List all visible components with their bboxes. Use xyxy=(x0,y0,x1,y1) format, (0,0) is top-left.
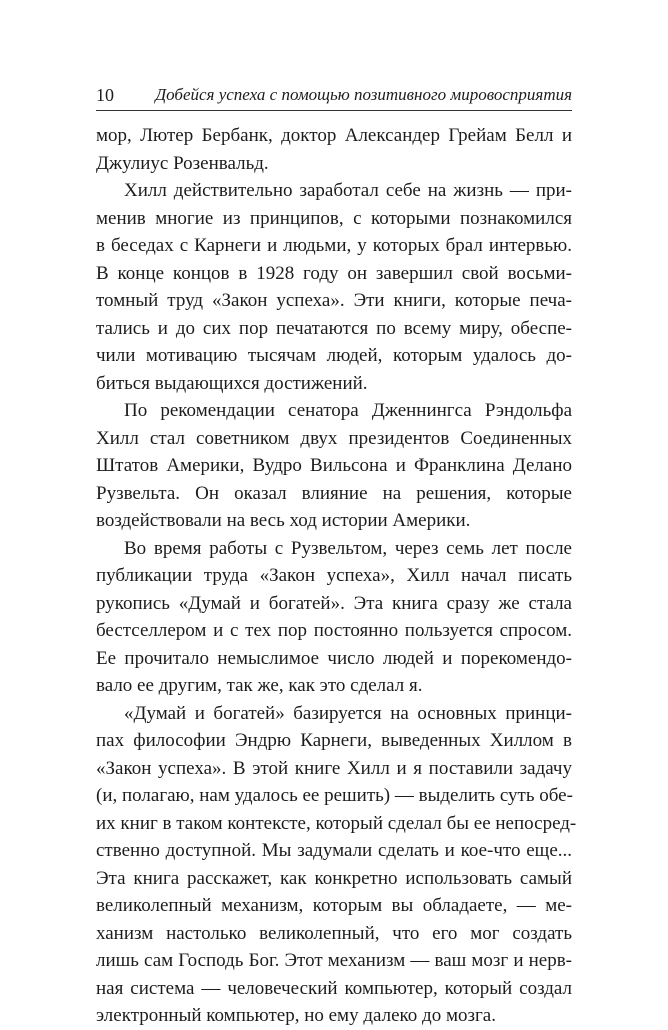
text-line: Во время работы с Рузвельтом, через семь лет после xyxy=(124,537,572,559)
text-line: биться выдающихся достижений. xyxy=(96,372,368,394)
text-line: По рекомендации сенатора Дженнингса Рэндольфа xyxy=(124,400,572,421)
text-line: менив многие из принципов, с которыми познакомился xyxy=(96,207,572,229)
running-title: Добейся успеха с помощью позитивного мировосприятия xyxy=(155,85,572,104)
text-line: ханизм настолько великолепный, что его мог создать xyxy=(96,922,572,944)
text-line: чили мотивацию тысячам людей, которым удалось до- xyxy=(96,345,572,366)
text-line: Ее прочитало немыслимое число людей и порекомендо- xyxy=(96,647,572,669)
text-line: В конце концов в 1928 году он завершил свой восьми- xyxy=(96,262,572,284)
paragraph xyxy=(96,535,572,700)
text-line: великолепный механизм, которым вы обладаете, — ме- xyxy=(96,895,572,916)
text-line: пах философии Эндрю Карнеги, выведенных Хиллом в xyxy=(96,730,572,751)
text-line: бестселлером и с тех пор постоянно пользуется спросом. xyxy=(96,620,572,641)
text-line: Хилл стал советником двух президентов Соединенных xyxy=(96,427,572,449)
text-line: Эта книга расскажет, как конкретно использовать самый xyxy=(96,867,572,889)
text-line: «Закон успеха». В этой книге Хилл и я поставили задачу xyxy=(96,757,572,779)
text-line: (и, полагаю, нам удалось ее решить) — выделить суть обе- xyxy=(96,785,573,806)
text-line: мор, Лютер Бербанк, доктор Александер Грейам Белл и xyxy=(96,125,572,146)
text-line: рукопись «Думай и богатей». Эта книга сразу же стала xyxy=(96,592,572,614)
text-line: лишь сам Господь Бог. Этот механизм — ваш мозг и нерв- xyxy=(96,950,572,971)
text-line: их книг в таком контексте, который сделал бы ее непосред- xyxy=(96,812,577,834)
text-line: ственно доступной. Мы задумали сделать и кое-что еще... xyxy=(96,840,572,861)
body-text xyxy=(96,122,577,1030)
text-line: публикации труда «Закон успеха», Хилл начал писать xyxy=(96,565,572,586)
paragraph xyxy=(96,397,572,535)
paragraph xyxy=(96,177,572,397)
text-line: вало ее другим, так же, как это сделал я. xyxy=(96,675,423,696)
page-number: 10 xyxy=(96,85,114,105)
text-line: в беседах с Карнеги и людьми, у которых брал интервью. xyxy=(96,235,572,256)
text-line: электронный компьютер, но ему далеко до мозга. xyxy=(96,1005,496,1026)
running-header xyxy=(96,80,572,111)
text-line: ная система — человеческий компьютер, который создал xyxy=(96,977,572,999)
text-line: воздействовали на весь ход истории Америки. xyxy=(96,510,471,531)
paragraph xyxy=(96,122,572,177)
text-line: «Думай и богатей» базируется на основных принци- xyxy=(124,702,572,724)
text-line: Джулиус Розенвальд. xyxy=(96,152,269,174)
text-line: Штатов Америки, Вудро Вильсона и Франклина Делано xyxy=(96,455,572,476)
text-line: Рузвельта. Он оказал влияние на решения, которые xyxy=(96,482,572,504)
text-line: Хилл действительно заработал себе на жизнь — при- xyxy=(124,180,572,201)
text-line: томный труд «Закон успеха». Эти книги, которые печа- xyxy=(96,290,572,311)
text-line: тались и до сих пор печатаются по всему миру, обеспе- xyxy=(96,317,572,339)
paragraph xyxy=(96,700,577,1030)
